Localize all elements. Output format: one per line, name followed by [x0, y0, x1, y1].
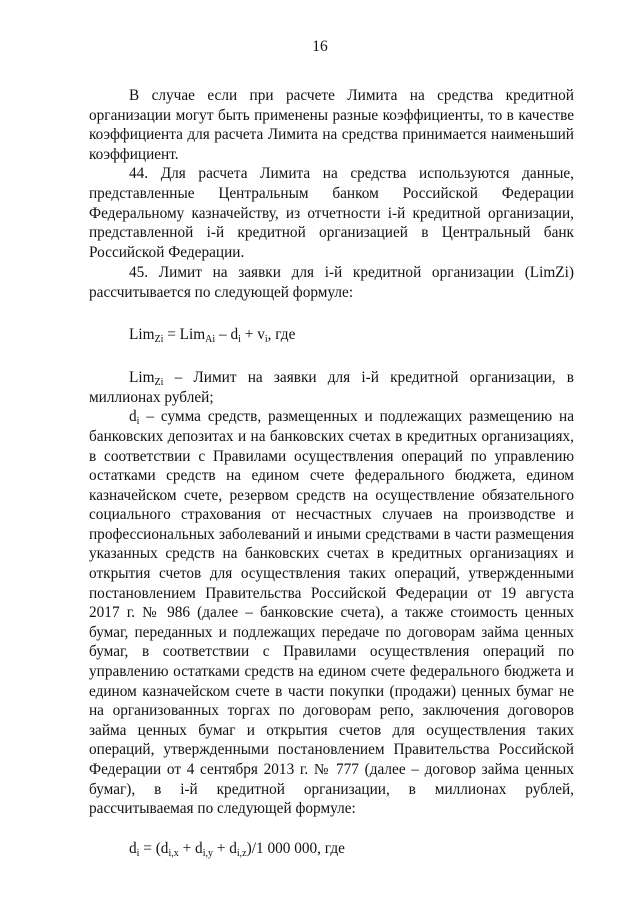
definition-limzi: Lim$_{Zi}$ – Лимит на заявки для i-й кредитной организации, в миллионах рублей;	[89, 369, 574, 406]
paragraph-45: 45. Лимит на заявки для i-й кредитной организации (LimZi) рассчитывается по следующей формуле:	[89, 264, 574, 301]
paragraph-44: 44. Для расчета Лимита на средства используются данные, представленные Центральным банком Российской Федерации Федеральному казначейству, из отчетности i-й кредитной организации, представленной i-й кредитной организацией в Центральный банк Российской Федерации.	[89, 165, 574, 261]
document-body	[89, 86, 574, 858]
paragraph-limit-coefficient: В случае если при расчете Лимита на средства кредитной организации могут быть применены разные коэффициенты, то в качестве коэффициента для расчета Лимита на средства принимается наименьший коэффициент.	[89, 87, 574, 163]
formula-di: $d_i = (d_{i,x} + d_{i,y} + d_{i,z})/1$ 000 000, где	[129, 839, 345, 859]
formula-limzi: $Lim_{Zi} = Lim_{Ai} - d_i + v_i$, где	[129, 325, 296, 345]
definition-di: $d_i$ – сумма средств, размещенных и подлежащих размещению на банковских депозитах и на банковских счетах в кредитных организациях, в соответствии с Правилами осуществления операций по управлению остатками средств на едином счете федерального бюджета, едином казначейском счете, резервом средств на осуществление обязательного социального страхования от несчастных случаев на производстве и профессиональных заболеваний и иными средствами в части размещения указанных средств на банковских счетах в кредитных организациях и открытия счетов для осуществления таких операций, утвержденными постановлением Правительства Российской Федерации от 19 августа 2017 г. № 986 (далее – банковские счета), а также стоимость ценных бумаг, переданных и подлежащих передаче по договорам займа ценных бумаг, в соответствии с Правилами осуществления операций по управлению остатками средств на едином счете федерального бюджета и едином казначейском счете в части покупки (продажи) ценных бумаг не на организованных торгах по договорам репо, заключения договоров займа ценных бумаг и открытия счетов для осуществления таких операций, утвержденными постановлением Правительства Российской Федерации от 4 сентября 2013 г. № 777 (далее – договор займа ценных бумаг), в i-й кредитной организации, в миллионах рублей, рассчитываемая по следующей формуле:	[89, 408, 574, 818]
page-number: 16	[312, 38, 328, 55]
